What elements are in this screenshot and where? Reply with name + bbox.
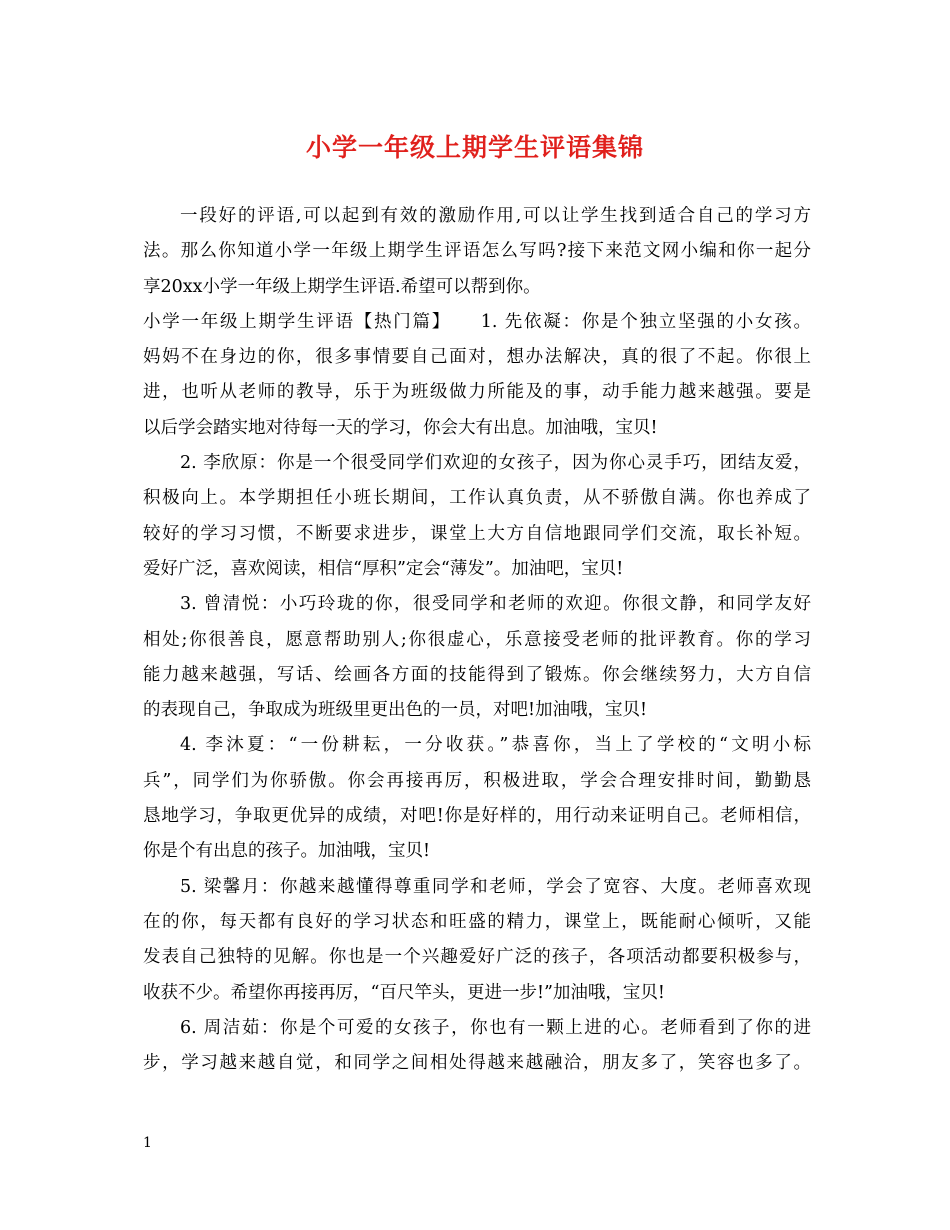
text-line: 步，学习越来越自觉，和同学之间相处得越来越融洽，朋友多了，笑容也多了。 — [143, 1053, 811, 1074]
text-line: 进，也听从老师的教导，乐于为班级做力所能及的事，动手能力越来越强。要是 — [143, 382, 811, 403]
text-line: 6. 周洁茹：你是个可爱的女孩子，你也有一颗上进的心。老师看到了你的进 — [180, 1017, 811, 1038]
text-line: 在的你，每天都有良好的学习状态和旺盛的精力，课堂上，既能耐心倾听，又能 — [143, 911, 811, 932]
text-line: 较好的学习习惯，不断要求进步，课堂上大方自信地跟同学们交流，取长补短。 — [143, 523, 811, 544]
text-line: 妈妈不在身边的你，很多事情要自己面对，想办法解决，真的很了不起。你很上 — [143, 347, 811, 368]
text-line: 发表自己独特的见解。你也是一个兴趣爱好广泛的孩子，各项活动都要积极参与， — [143, 947, 811, 968]
text-line: 4. 李沐夏：“一份耕耘，一分收获。”恭喜你，当上了学校的“文明小标 — [180, 735, 811, 756]
text-line: 5. 梁馨月：你越来越懂得尊重同学和老师，学会了宽容、大度。老师喜欢现 — [180, 876, 811, 897]
text-line: 法。那么你知道小学一年级上期学生评语怎么写吗?接下来范文网小编和你一起分 — [143, 241, 811, 262]
text-line: 爱好广泛，喜欢阅读，相信“厚积”定会“薄发”。加油吧，宝贝! — [143, 558, 624, 579]
text-line: 的表现自己，争取成为班级里更出色的一员，对吧!加油哦，宝贝! — [143, 700, 648, 721]
text-line: 2. 李欣原：你是一个很受同学们欢迎的女孩子，因为你心灵手巧，团结友爱， — [180, 453, 811, 474]
text-line: 积极向上。本学期担任小班长期间，工作认真负责，从不骄傲自满。你也养成了 — [143, 488, 811, 509]
text-line: 恳地学习，争取更优异的成绩，对吧!你是好样的，用行动来证明自己。老师相信， — [143, 806, 811, 827]
text-line: 你是个有出息的孩子。加油哦，宝贝! — [143, 841, 431, 862]
text-line: 相处;你很善良，愿意帮助别人;你很虚心，乐意接受老师的批评教育。你的学习 — [143, 629, 811, 650]
text-line: 能力越来越强，写话、绘画各方面的技能得到了锻炼。你会继续努力，大方自信 — [143, 664, 811, 685]
page-number: 1 — [143, 1135, 152, 1151]
document-title: 小学一年级上期学生评语集锦 — [305, 133, 644, 162]
document-body — [143, 199, 811, 1081]
text-line: 收获不少。希望你再接再厉，“百尺竿头，更进一步!”加油哦，宝贝! — [143, 982, 665, 1003]
text-line: 一段好的评语,可以起到有效的激励作用,可以让学生找到适合自己的学习方 — [180, 206, 811, 226]
text-line: 小学一年级上期学生评语【热门篇】 1. 先依凝：你是个独立坚强的小女孩。 — [143, 311, 811, 332]
text-line: 3. 曾清悦：小巧玲珑的你，很受同学和老师的欢迎。你很文静，和同学友好 — [180, 594, 811, 615]
text-line: 享20xx小学一年级上期学生评语.希望可以帮到你。 — [143, 276, 541, 297]
text-line: 兵”，同学们为你骄傲。你会再接再厉，积极进取，学会合理安排时间，勤勤恳 — [143, 770, 811, 791]
text-line: 以后学会踏实地对待每一天的学习，你会大有出息。加油哦，宝贝! — [143, 417, 658, 438]
